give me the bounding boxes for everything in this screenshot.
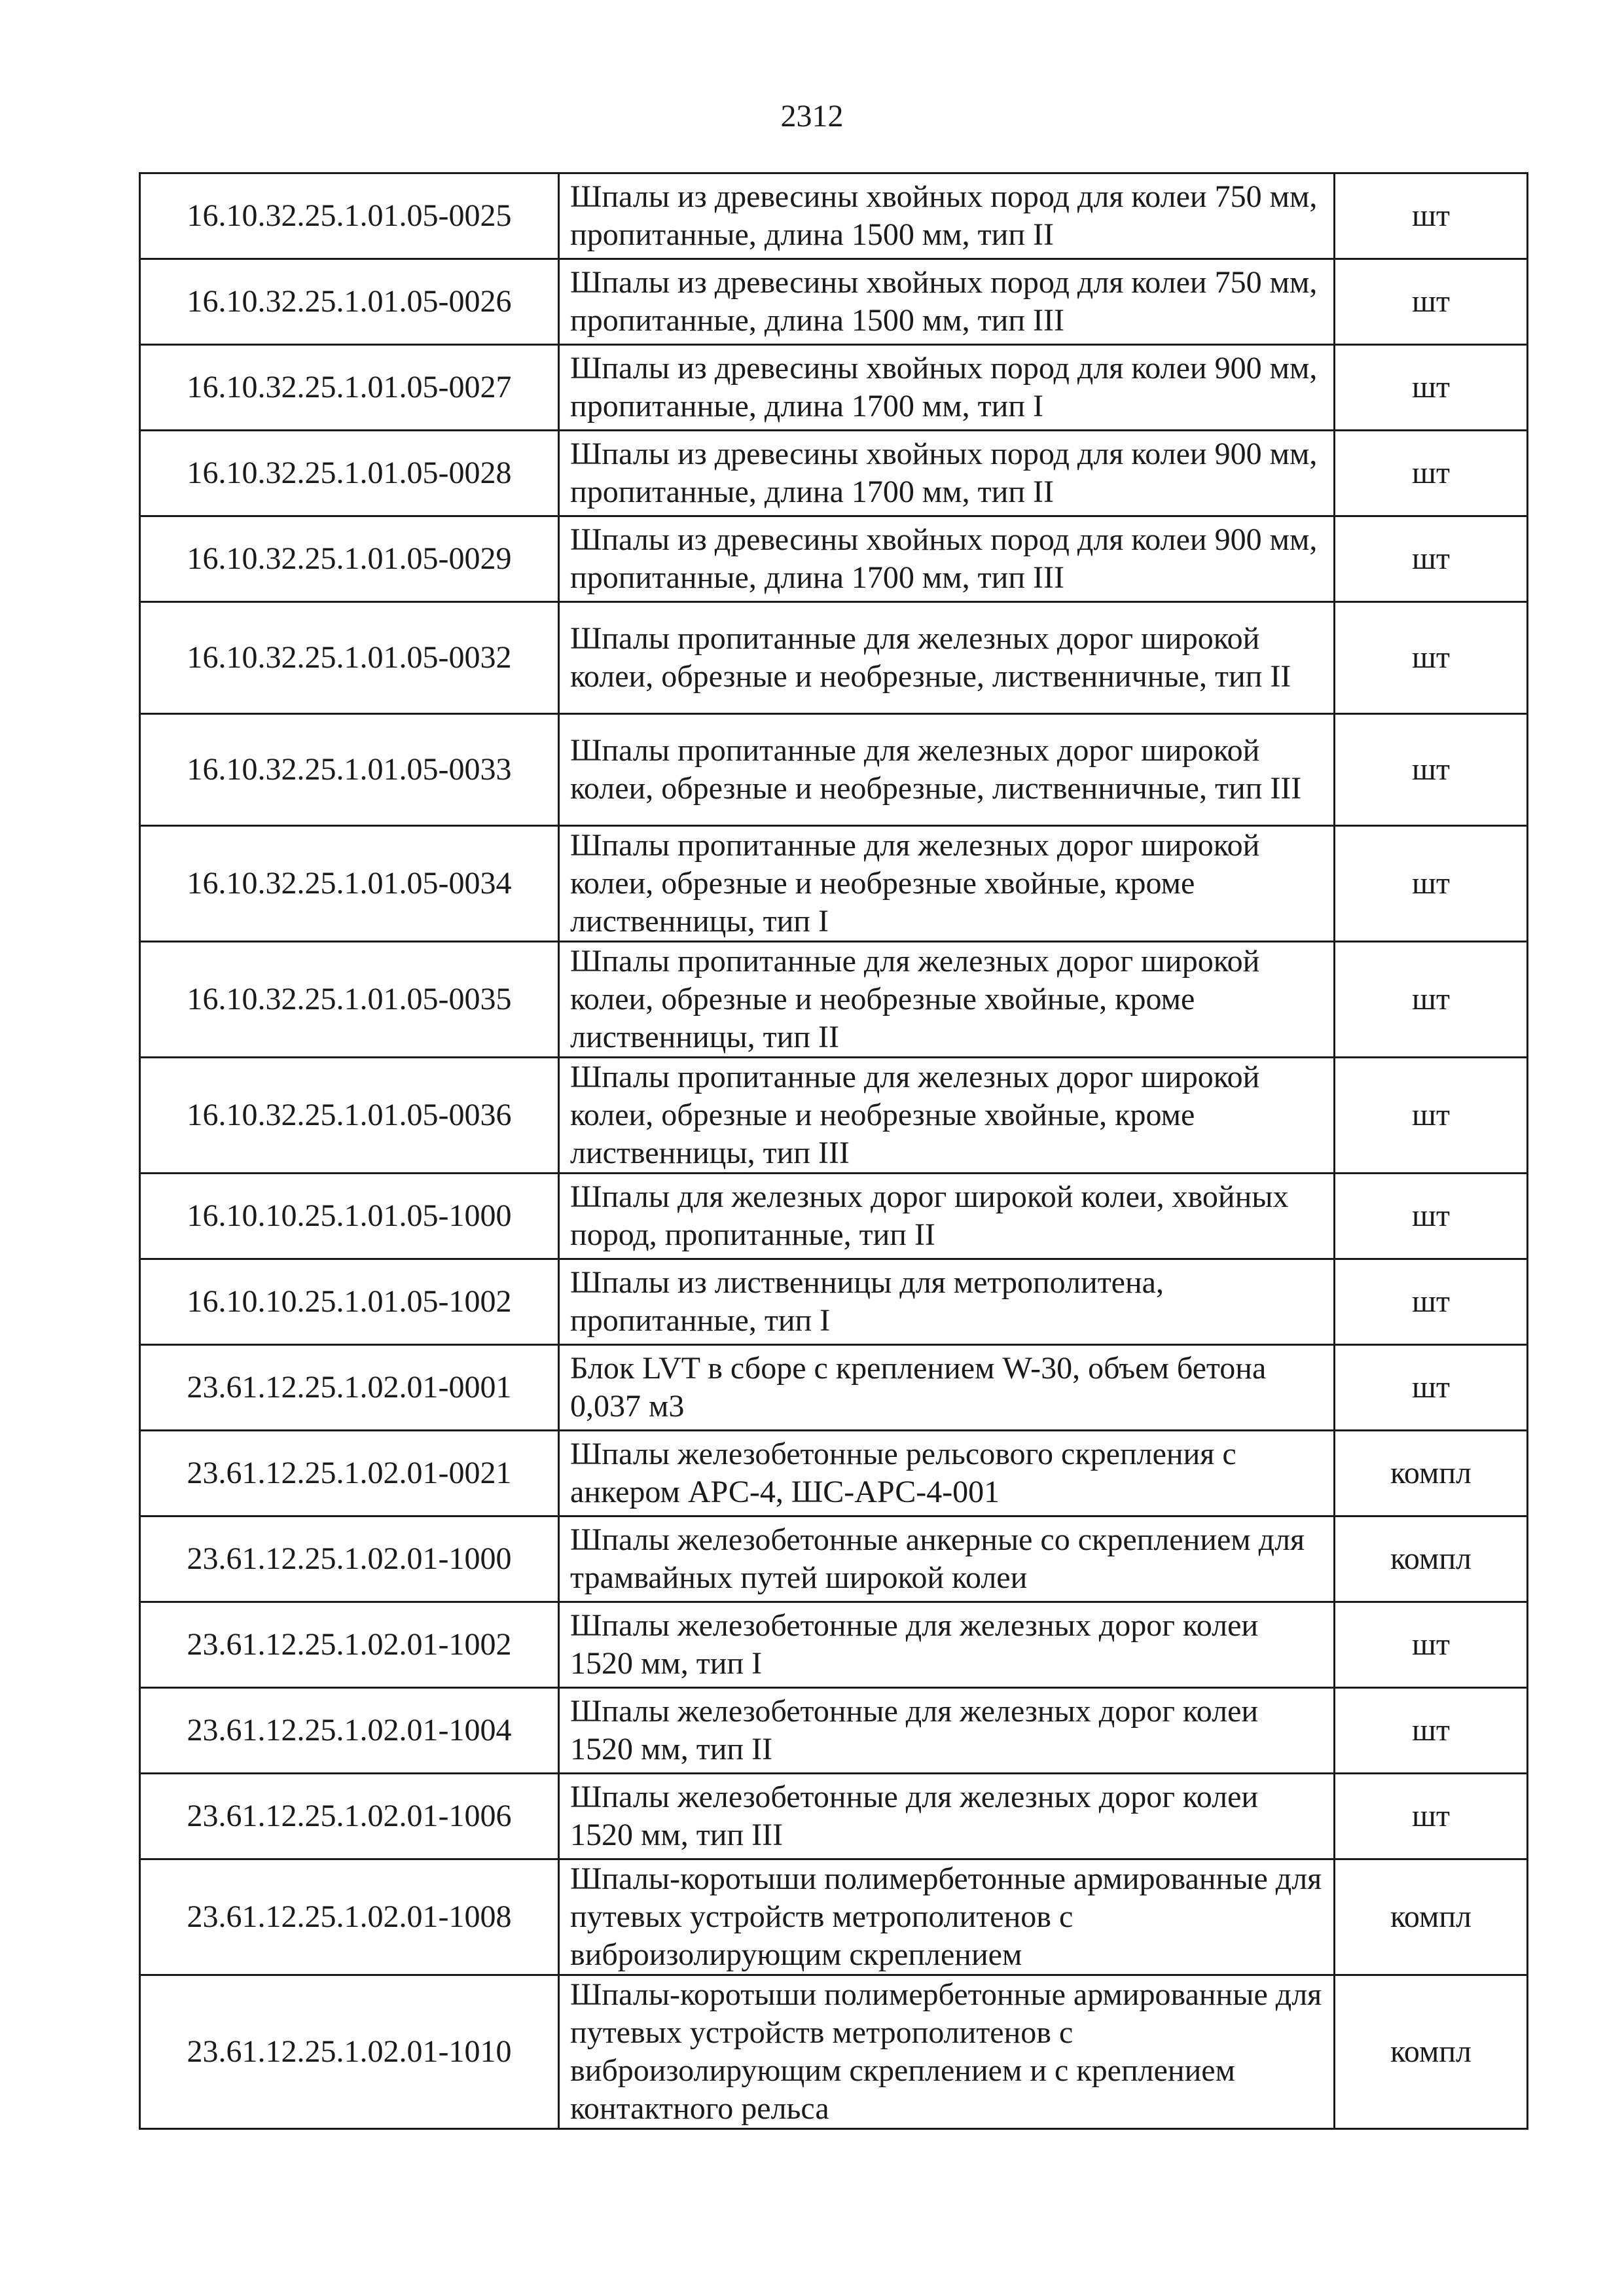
table-row [140,1174,1528,1259]
table-row [140,714,1528,826]
unit-cell: шт [1335,1688,1528,1774]
resource-code-cell: 16.10.10.25.1.01.05-1000 [140,1174,559,1259]
table-row [140,1859,1528,1975]
resource-code-cell: 16.10.32.25.1.01.05-0025 [140,173,559,259]
unit-cell: шт [1335,826,1528,942]
table-row [140,259,1528,345]
unit-cell: шт [1335,345,1528,431]
resource-name-cell: Шпалы железобетонные анкерные со скреплением для трамвайных путей широкой колеи [559,1516,1335,1602]
resource-name-cell: Шпалы пропитанные для железных дорог широкой колеи, обрезные и необрезные хвойные, кроме лиственницы, тип III [559,1058,1335,1174]
unit-cell: шт [1335,259,1528,345]
resource-code-cell: 23.61.12.25.1.02.01-1000 [140,1516,559,1602]
unit-cell: компл [1335,1975,1528,2129]
table-row [140,1259,1528,1345]
resource-code-cell: 16.10.32.25.1.01.05-0026 [140,259,559,345]
unit-cell: шт [1335,1602,1528,1688]
resource-code-cell: 23.61.12.25.1.02.01-1004 [140,1688,559,1774]
table-row [140,826,1528,942]
resource-name-cell: Шпалы из древесины хвойных пород для колеи 750 мм, пропитанные, длина 1500 мм, тип II [559,173,1335,259]
resource-code-cell: 23.61.12.25.1.02.01-1008 [140,1859,559,1975]
table-row [140,1345,1528,1431]
table-row [140,602,1528,714]
resource-name-cell: Шпалы из древесины хвойных пород для колеи 900 мм, пропитанные, длина 1700 мм, тип II [559,431,1335,516]
resource-name-cell: Шпалы железобетонные для железных дорог колеи 1520 мм, тип III [559,1774,1335,1859]
resource-code-cell: 16.10.32.25.1.01.05-0036 [140,1058,559,1174]
resource-name-cell: Шпалы из древесины хвойных пород для колеи 900 мм, пропитанные, длина 1700 мм, тип III [559,516,1335,602]
resource-code-cell: 16.10.32.25.1.01.05-0035 [140,942,559,1058]
resource-table [139,172,1528,2130]
resource-name-cell: Шпалы для железных дорог широкой колеи, хвойных пород, пропитанные, тип II [559,1174,1335,1259]
table-row [140,1602,1528,1688]
unit-cell: шт [1335,431,1528,516]
resource-name-cell: Шпалы пропитанные для железных дорог широкой колеи, обрезные и необрезные хвойные, кроме лиственницы, тип II [559,942,1335,1058]
table-row [140,431,1528,516]
unit-cell: шт [1335,602,1528,714]
unit-cell: компл [1335,1859,1528,1975]
unit-cell: шт [1335,1259,1528,1345]
page-number: 2312 [780,99,844,134]
resource-code-cell: 23.61.12.25.1.02.01-1006 [140,1774,559,1859]
resource-code-cell: 23.61.12.25.1.02.01-0001 [140,1345,559,1431]
table-row [140,942,1528,1058]
table-row [140,173,1528,259]
table-row [140,1975,1528,2129]
resource-name-cell: Шпалы-коротыши полимербетонные армированные для путевых устройств метрополитенов с виброизолирующим скреплением и с креплением контактного рельса [559,1975,1335,2129]
resource-table-body [140,173,1528,2129]
resource-code-cell: 16.10.32.25.1.01.05-0028 [140,431,559,516]
table-row [140,1516,1528,1602]
resource-name-cell: Блок LVT в сборе с креплением W-30, объем бетона 0,037 м3 [559,1345,1335,1431]
table-row [140,516,1528,602]
unit-cell: шт [1335,516,1528,602]
unit-cell: шт [1335,1058,1528,1174]
unit-cell: компл [1335,1516,1528,1602]
resource-code-cell: 16.10.32.25.1.01.05-0033 [140,714,559,826]
table-row [140,1688,1528,1774]
resource-name-cell: Шпалы железобетонные для железных дорог колеи 1520 мм, тип II [559,1688,1335,1774]
resource-name-cell: Шпалы пропитанные для железных дорог широкой колеи, обрезные и необрезные, лиственничные, тип III [559,714,1335,826]
unit-cell: шт [1335,942,1528,1058]
unit-cell: шт [1335,1174,1528,1259]
resource-name-cell: Шпалы из лиственницы для метрополитена, пропитанные, тип I [559,1259,1335,1345]
table-row [140,1058,1528,1174]
resource-code-cell: 16.10.32.25.1.01.05-0034 [140,826,559,942]
resource-code-cell: 16.10.32.25.1.01.05-0032 [140,602,559,714]
resource-code-cell: 23.61.12.25.1.02.01-0021 [140,1431,559,1516]
resource-name-cell: Шпалы пропитанные для железных дорог широкой колеи, обрезные и необрезные хвойные, кроме лиственницы, тип I [559,826,1335,942]
resource-name-cell: Шпалы из древесины хвойных пород для колеи 750 мм, пропитанные, длина 1500 мм, тип III [559,259,1335,345]
resource-name-cell: Шпалы-коротыши полимербетонные армированные для путевых устройств метрополитенов с виброизолирующим скреплением [559,1859,1335,1975]
table-row [140,1774,1528,1859]
unit-cell: шт [1335,714,1528,826]
resource-name-cell: Шпалы из древесины хвойных пород для колеи 900 мм, пропитанные, длина 1700 мм, тип I [559,345,1335,431]
table-row [140,1431,1528,1516]
resource-name-cell: Шпалы железобетонные для железных дорог колеи 1520 мм, тип I [559,1602,1335,1688]
resource-name-cell: Шпалы железобетонные рельсового скрепления с анкером АРС-4, ШС-АРС-4-001 [559,1431,1335,1516]
unit-cell: шт [1335,173,1528,259]
resource-code-cell: 16.10.32.25.1.01.05-0027 [140,345,559,431]
unit-cell: шт [1335,1345,1528,1431]
resource-name-cell: Шпалы пропитанные для железных дорог широкой колеи, обрезные и необрезные, лиственничные, тип II [559,602,1335,714]
resource-code-cell: 23.61.12.25.1.02.01-1010 [140,1975,559,2129]
unit-cell: шт [1335,1774,1528,1859]
table-row [140,345,1528,431]
resource-code-cell: 16.10.32.25.1.01.05-0029 [140,516,559,602]
resource-code-cell: 16.10.10.25.1.01.05-1002 [140,1259,559,1345]
resource-code-cell: 23.61.12.25.1.02.01-1002 [140,1602,559,1688]
unit-cell: компл [1335,1431,1528,1516]
